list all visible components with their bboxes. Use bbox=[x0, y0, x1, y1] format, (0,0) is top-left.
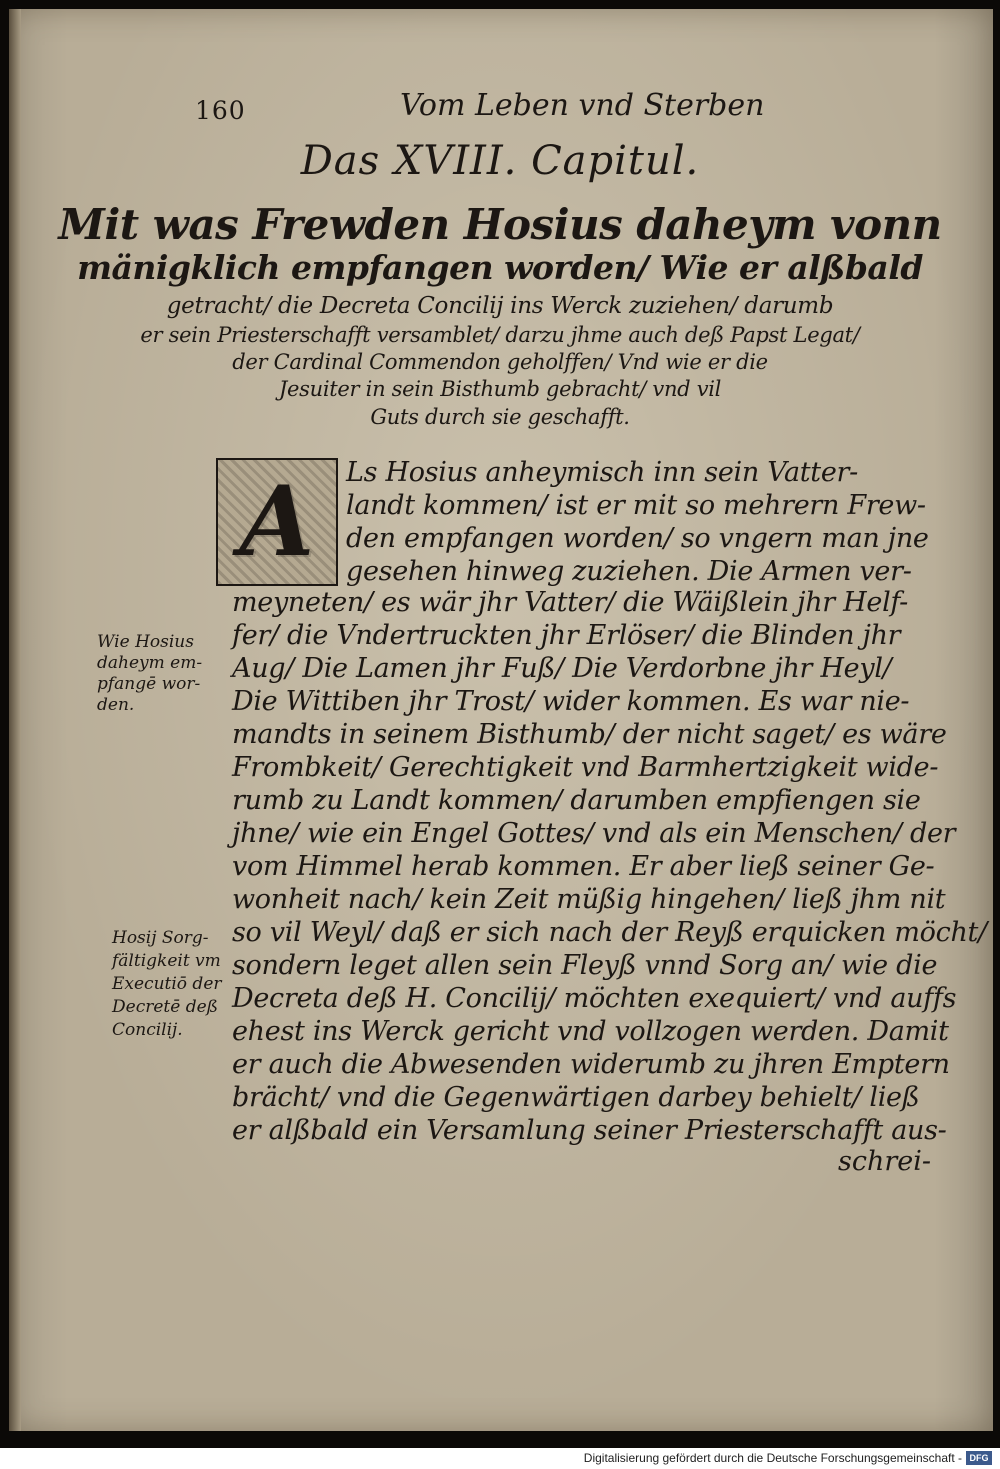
body-text-line: Die Wittiben jhr Trost/ wider kommen. Es war nie- bbox=[232, 686, 910, 717]
body-text-line: so vil Weyl/ daß er sich nach der Reyß erquicken möcht/ bbox=[232, 917, 987, 948]
chapter-summary-line: der Cardinal Commendon geholffen/ Vnd wie er die bbox=[232, 350, 768, 374]
margin-note: Concilij. bbox=[112, 1020, 183, 1040]
chapter-summary-line: Jesuiter in sein Bisthumb gebracht/ vnd vil bbox=[278, 377, 722, 401]
margin-note: Hosij Sorg- bbox=[112, 928, 209, 948]
chapter-summary-line: mänigklich empfangen worden/ Wie er alßbald bbox=[77, 248, 923, 287]
chapter-summary-line: Guts durch sie geschafft. bbox=[370, 405, 630, 429]
initial-letter: A bbox=[239, 465, 315, 578]
margin-note: Wie Hosius bbox=[97, 632, 194, 652]
chapter-summary-line: getracht/ die Decreta Concilij ins Werck zuziehen/ darumb bbox=[166, 293, 834, 319]
body-text-line: gesehen hinweg zuziehen. Die Armen ver- bbox=[346, 556, 912, 587]
body-text-line: ehest ins Werck gericht vnd vollzogen werden. Damit bbox=[232, 1016, 949, 1047]
body-text-line: vom Himmel herab kommen. Er aber ließ seiner Ge- bbox=[232, 851, 935, 882]
chapter-title: Das XVIII. Capitul. bbox=[300, 138, 700, 184]
page-header bbox=[195, 88, 765, 128]
body-text-line: Aug/ Die Lamen jhr Fuß/ Die Verdorbne jhr Heyl/ bbox=[232, 653, 892, 684]
body-text-line: sondern leget allen sein Fleyß vnnd Sorg an/ wie die bbox=[232, 950, 938, 981]
running-title: Vom Leben vnd Sterben bbox=[400, 88, 765, 123]
margin-note: Executiō der bbox=[112, 974, 222, 994]
chapter-summary-line: er sein Priesterschafft versamblet/ darzu jhme auch deß Papst Legat/ bbox=[140, 323, 860, 347]
margin-note: pfangē wor- bbox=[97, 674, 201, 694]
body-text-line: meyneten/ es wär jhr Vatter/ die Wäißlein jhr Helf- bbox=[232, 587, 908, 618]
decorated-initial bbox=[216, 458, 338, 586]
body-text-line: wonheit nach/ kein Zeit müßig hingehen/ ließ jhm nit bbox=[232, 884, 946, 915]
margin-note: den. bbox=[97, 695, 135, 715]
body-text-line: Frombkeit/ Gerechtigkeit vnd Barmhertzigkeit wide- bbox=[232, 752, 939, 783]
catchword: schrei- bbox=[838, 1146, 932, 1177]
body-text-line: Decreta deß H. Concilij/ möchten exequiert/ vnd auffs bbox=[232, 983, 957, 1014]
body-text-line: mandts in seinem Bisthumb/ der nicht saget/ es wäre bbox=[232, 719, 947, 750]
margin-note: fältigkeit vm bbox=[112, 951, 221, 971]
chapter-summary-line: Mit was Frewden Hosius daheym vonn bbox=[58, 200, 942, 249]
body-text-line: den empfangen worden/ so vngern man jne bbox=[346, 523, 929, 554]
body-text-line: fer/ die Vndertruckten jhr Erlöser/ die Blinden jhr bbox=[232, 620, 901, 651]
body-text-line: landt kommen/ ist er mit so mehrern Frew- bbox=[346, 490, 926, 521]
body-text-line: rumb zu Landt kommen/ darumben empfiengen sie bbox=[232, 785, 921, 816]
footer-credit: Digitalisierung gefördert durch die Deutsche Forschungsgemeinschaft - bbox=[583, 1451, 962, 1465]
margin-note: Decretē deß bbox=[112, 997, 218, 1017]
body-text-line: jhne/ wie ein Engel Gottes/ vnd als ein Menschen/ der bbox=[232, 818, 956, 849]
margin-note: daheym em- bbox=[97, 653, 203, 673]
body-text-line: er alßbald ein Versamlung seiner Priesterschafft aus- bbox=[232, 1115, 947, 1146]
footer-bar bbox=[0, 1448, 1000, 1469]
page-number: 160 bbox=[195, 96, 246, 125]
body-text-line: Ls Hosius anheymisch inn sein Vatter- bbox=[346, 457, 858, 488]
body-text-line: brächt/ vnd die Gegenwärtigen darbey behielt/ ließ bbox=[232, 1082, 920, 1113]
dfg-logo-icon: DFG bbox=[966, 1451, 992, 1465]
body-text-line: er auch die Abwesenden widerumb zu jhren Emptern bbox=[232, 1049, 950, 1080]
